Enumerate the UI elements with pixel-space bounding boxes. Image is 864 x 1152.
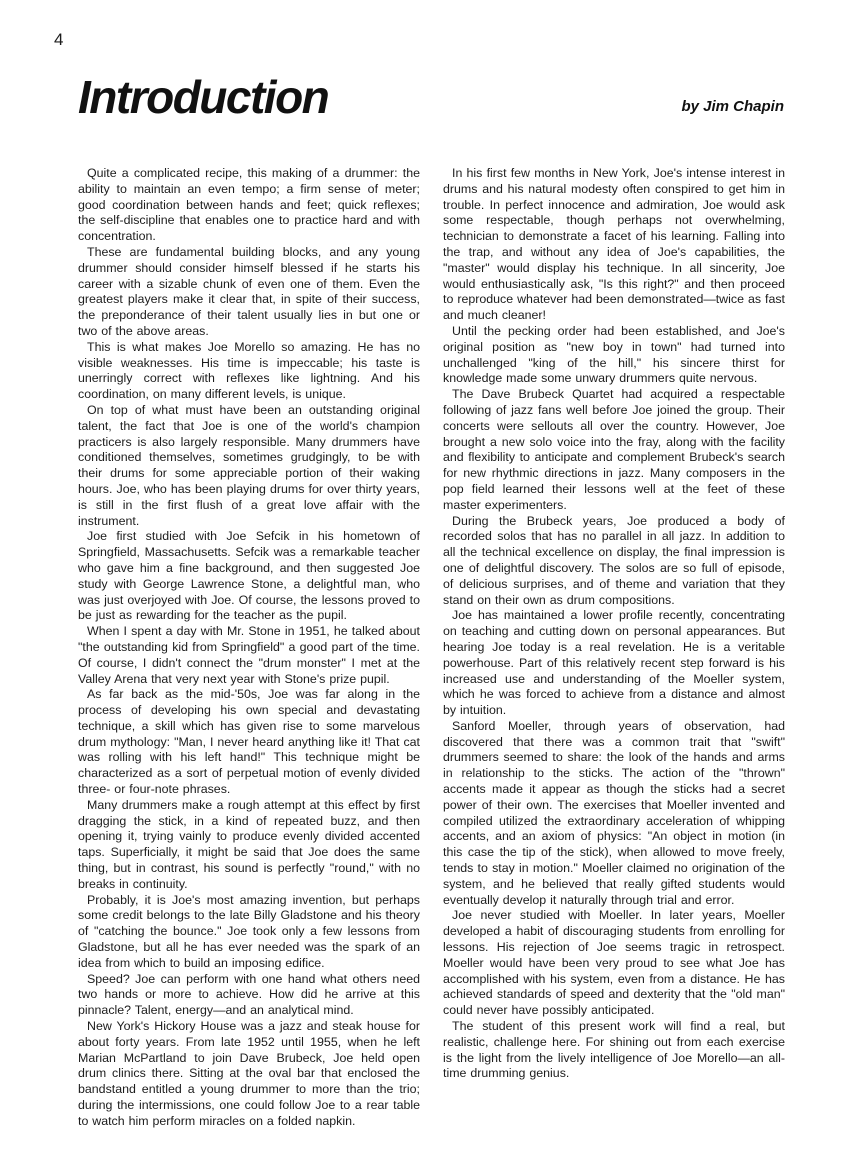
- paragraph: Quite a complicated recipe, this making of a drummer: the ability to maintain an even tempo; a firm sense of meter; good coordination between hands and feet; quick reflexes; the self-discipline that enables one to practice hard and with concentration.: [78, 166, 420, 244]
- paragraph: Many drummers make a rough attempt at this effect by first dragging the stick, in a kind of repeated buzz, and then opening it, trying vainly to produce evenly divided accented taps. Superficially, it might be said that Joe does the same thing, but in contrast, his sound is perfectly "round," with no breaks in continuity.: [78, 797, 420, 891]
- paragraph: The student of this present work will find a real, but realistic, challenge here. For shining out from each exercise is the light from the lively intelligence of Joe Morello—an all-time drumming genius.: [443, 1019, 785, 1081]
- paragraph: As far back as the mid-'50s, Joe was far along in the process of developing his own special and devastating technique, a skill which has given rise to some marvelous drum mythology: "Man, I never heard anything like it! That cat was rolling with his left hand!" This technique might be characterized as a sort of perpetual motion of evenly divided three- or four-note phrases.: [78, 687, 420, 797]
- byline: by Jim Chapin: [681, 98, 784, 115]
- left-column: [78, 166, 420, 1130]
- paragraph: When I spent a day with Mr. Stone in 1951, he talked about "the outstanding kid from Springfield" a good part of the time. Of course, I didn't connect the "drum monster" I met at the Valley Arena that very next year with Stone's prize pupil.: [78, 624, 420, 686]
- paragraph: These are fundamental building blocks, and any young drummer should consider himself blessed if he starts his career with a sizable chunk of even one of them. Even the greatest players make it clear that, in spite of their success, the preponderance of their talent usually lies in but one or two of the above areas.: [78, 244, 420, 338]
- paragraph: Probably, it is Joe's most amazing invention, but perhaps some credit belongs to the late Billy Gladstone and his theory of "catching the bounce." Joe took only a few lessons from Gladstone, but all he has ever needed was the spark of an idea from which to build an imposing edifice.: [78, 892, 420, 970]
- page-number: 4: [54, 30, 64, 49]
- paragraph: The Dave Brubeck Quartet had acquired a respectable following of jazz fans well before Joe joined the group. Their concerts were sellouts all over the country. However, Joe brought a new solo voice into the fray, along with the facility and flexibility to anticipate and complement Brubeck's search for new rhythmic directions in jazz. Many composers in the pop field learned their lessons well at the feet of these master experimenters.: [443, 387, 785, 512]
- paragraph: During the Brubeck years, Joe produced a body of recorded solos that has no parallel in all jazz. In addition to all the technical excellence on display, the final impression is one of delightful discovery. The solos are so full of episode, of delicious surprises, and of theme and variation that they stand on their own as drum compositions.: [443, 513, 785, 607]
- paragraph: Joe has maintained a lower profile recently, concentrating on teaching and cutting down on personal appearances. But hearing Joe today is a real revelation. He is a veritable powerhouse. Part of this relatively recent step forward is his increased use and understanding of the Moeller system, which he was forced to achieve from a distance and almost by intuition.: [443, 608, 785, 718]
- page-title: Introduction: [78, 71, 329, 123]
- paragraph: This is what makes Joe Morello so amazing. He has no visible weaknesses. His time is impeccable; his taste is unerringly correct with reflexes like lightning. And his coordination, on many different levels, is unique.: [78, 339, 420, 402]
- paragraph: In his first few months in New York, Joe's intense interest in drums and his natural modesty often conspired to get him in trouble. In perfect innocence and admiration, Joe would ask some respectable, though perhaps not overwhelming, technician to demonstrate a facet of his learning. Falling into the trap, and without any idea of Joe's capabilities, the "master" would display his technique. In all sincerity, Joe would enthusiastically ask, "Is this right?" and then proceed to reproduce whatever had been demonstrated—twice as fast and much cleaner!: [443, 166, 785, 323]
- paragraph: Joe first studied with Joe Sefcik in his hometown of Springfield, Massachusetts. Sefcik was a remarkable teacher who gave him a fine background, and then suggested Joe study with George Lawrence Stone, a delightful man, who was just overjoyed with Joe. Of course, the lessons proved to be just as rewarding for the teacher as the pupil.: [78, 529, 420, 623]
- paragraph: Joe never studied with Moeller. In later years, Moeller developed a habit of discouraging students from enrolling for lessons. His rejection of Joe seems tragic in retrospect. Moeller would have been very proud to see what Joe has accomplished with his system, even from a distance. He has achieved standards of speed and dexterity that the "old man" could never have possibly anticipated.: [443, 908, 785, 1018]
- page-header: [78, 71, 784, 123]
- text-columns: [78, 166, 785, 1130]
- right-column: [443, 166, 785, 1130]
- paragraph: On top of what must have been an outstanding original talent, the fact that Joe is one of the world's champion practicers is also largely responsible. Many drummers have conditioned themselves, sometimes grudgingly, to be with their drums for some appreciable portion of their waking hours. Joe, who has been playing drums for over thirty years, is still in the first flush of a great love affair with the instrument.: [78, 402, 420, 528]
- paragraph: Speed? Joe can perform with one hand what others need two hands or more to achieve. How did he arrive at this pinnacle? Talent, energy—and an analytical mind.: [78, 971, 420, 1018]
- paragraph: New York's Hickory House was a jazz and steak house for about forty years. From late 1952 until 1955, when he left Marian McPartland to join Dave Brubeck, Joe held open drum clinics there. Sitting at the oval bar that enclosed the bandstand entitled a young drummer to more than the trio; during the intermissions, one could follow Joe to a rear table to watch him perform miracles on a folded napkin.: [78, 1019, 420, 1128]
- paragraph: Until the pecking order had been established, and Joe's original position as "new boy in town" had turned into unchallenged "king of the hill," his sincere thirst for knowledge made some unwary drummers quite nervous.: [443, 323, 785, 386]
- paragraph: Sanford Moeller, through years of observation, had discovered that there was a common trait that "swift" drummers seemed to share: the look of the hands and arms in relationship to the sticks. The action of the "thrown" accents made it appear as though the sticks had a secret power of their own. The exercises that Moeller invented and compiled utilized the extraordinary acceleration of whipping accents, and an axiom of physics: "An object in motion (in this case the tip of the stick), when allowed to move freely, tends to stay in motion." Moeller claimed no origination of the system, and he believed that really gifted students would eventually develop it naturally through trial and error.: [443, 718, 785, 907]
